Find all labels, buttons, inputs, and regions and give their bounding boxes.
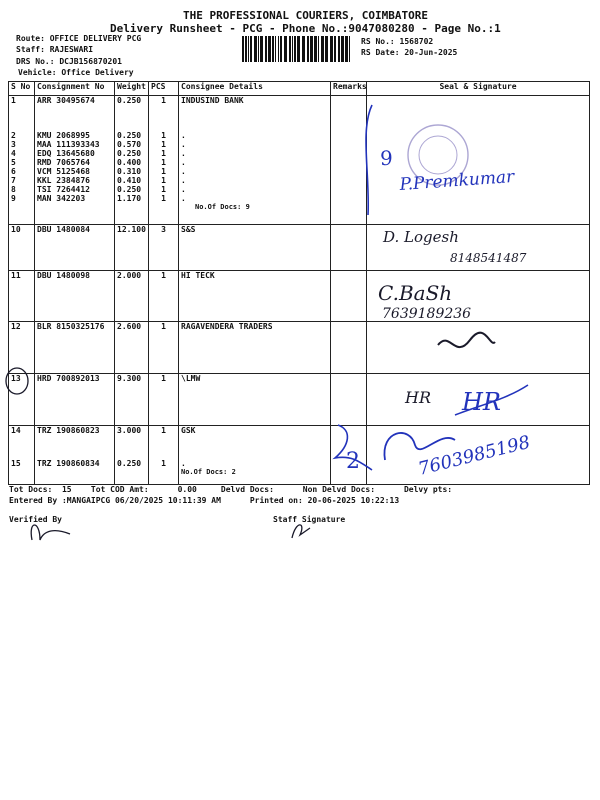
col-consignee: Consignee Details <box>179 82 331 96</box>
rs-number: RS No.: 1568702 <box>361 37 434 46</box>
table-row: 13 HRD 700892013 9.300 1 \LMW <box>9 374 590 426</box>
signature-handwriting: HR <box>462 388 501 416</box>
col-pcs: PCS <box>149 82 179 96</box>
signature-handwriting: C.BaSh <box>378 281 453 305</box>
col-sno: S No <box>9 82 35 96</box>
doc-count-note: No.Of Docs: 2 <box>181 468 236 476</box>
verified-signature-icon <box>31 525 70 540</box>
signature-handwriting: HR <box>405 388 431 407</box>
totals-line: Tot Docs: 15 Tot COD Amt: 0.00 Delvd Docs: Non Delvd Docs: Delvy pts: <box>9 485 453 494</box>
consignment-cell: ARR 30495674 KMU 2068995 MAA 111393343 EDQ 13645680 RMD 7065764 VCM 5125468 KKL 2384876 TSI 7264412 MAN 342203 <box>35 96 115 225</box>
barcode <box>242 36 352 62</box>
staff-label: Staff: RAJESWARI <box>16 45 94 54</box>
remark-handwriting: 9 <box>380 146 393 170</box>
doc-count-note: No.Of Docs: 9 <box>195 203 250 211</box>
table-group-row <box>9 96 590 225</box>
entered-by-line: Entered By :MANGAIPCG 06/20/2025 10:11:39 AM Printed on: 20-06-2025 10:22:13 <box>9 496 400 505</box>
table-row: 10 DBU 1480084 12.100 3 S&S <box>9 225 590 271</box>
col-remarks: Remarks <box>331 82 367 96</box>
weight-cell: 0.250 0.250 0.570 0.250 0.400 0.310 0.410 0.250 1.170 <box>115 96 149 225</box>
verified-by-label: Verified By <box>9 515 62 524</box>
signature-handwriting: D. Logesh <box>383 228 459 246</box>
col-seal-signature: Seal & Signature <box>367 82 590 96</box>
remark-handwriting: 2 <box>346 449 360 474</box>
signature-handwriting: P.Premkumar <box>398 167 515 195</box>
table-row: 12 BLR 8150325176 2.600 1 RAGAVENDERA TRADERS <box>9 322 590 374</box>
company-name: THE PROFESSIONAL COURIERS, COIMBATORE <box>183 9 429 22</box>
sno-cell: 1 2 3 4 5 6 7 8 9 <box>9 96 35 225</box>
col-consignment: Consignment No <box>35 82 115 96</box>
staff-signature-label: Staff Signature <box>273 515 346 524</box>
pcs-cell: 1 1 1 1 1 1 1 1 1 <box>149 96 179 225</box>
table-row: 11 DBU 1480098 2.000 1 HI TECK <box>9 271 590 322</box>
table-header-row <box>9 82 590 96</box>
rs-date: RS Date: 20-Jun-2025 <box>361 48 458 57</box>
remarks-cell <box>331 96 367 225</box>
table-group-row: 14 15 TRZ 190860823 TRZ 190860834 3.000 0.250 1 1 GSK . No.Of Docs: 2 <box>9 426 590 485</box>
runsheet-title: Delivery Runsheet - PCG - Phone No.:9047080280 - Page No.:1 <box>110 22 501 35</box>
phone-handwriting: 8148541487 <box>450 251 527 265</box>
runsheet-table <box>8 81 590 485</box>
route-label: Route: OFFICE DELIVERY PCG <box>16 34 142 43</box>
staff-signature-icon <box>292 525 310 538</box>
signature-cell <box>367 96 590 225</box>
col-weight: Weight <box>115 82 149 96</box>
phone-handwriting: 7603985198 <box>416 431 533 480</box>
drs-number: DRS No.: DCJB156870201 <box>16 57 122 66</box>
phone-handwriting: 7639189236 <box>382 306 472 322</box>
vehicle-label: Vehicle: Office Delivery <box>18 68 134 77</box>
consignee-cell: INDUSIND BANK . . . . . . . . No.Of Docs: 9 <box>179 96 331 225</box>
